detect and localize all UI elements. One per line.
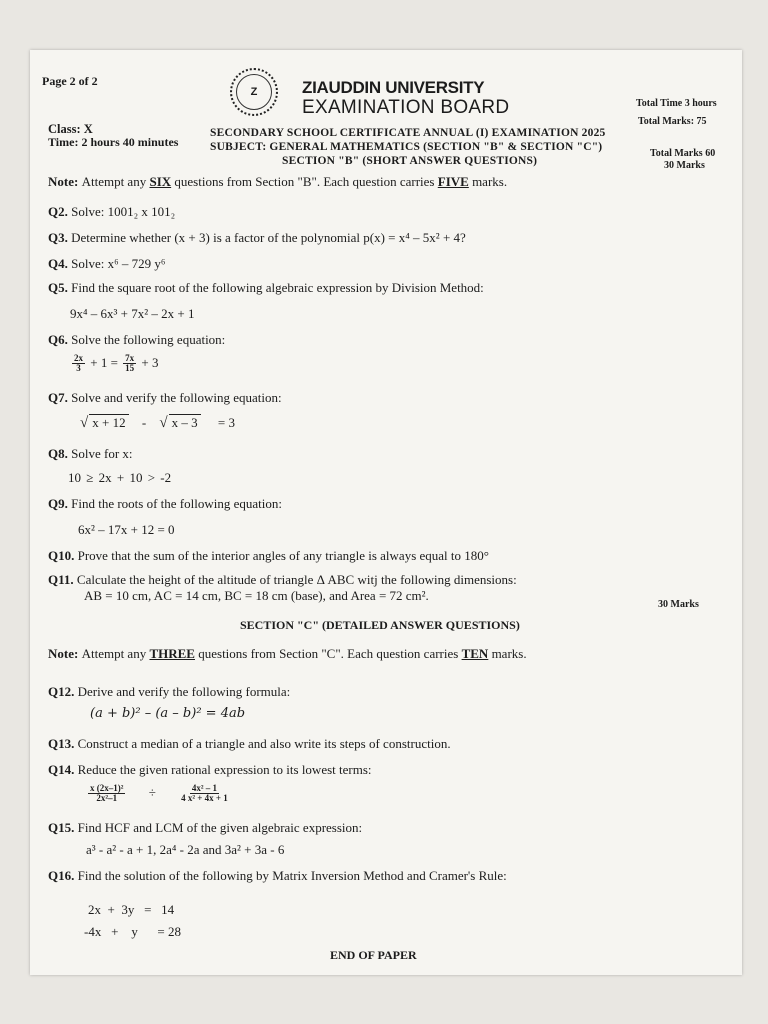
sqrt-icon: √ xyxy=(159,415,168,431)
question-q16: Q16. Find the solution of the following by Matrix Inversion Method and Cramer's Rule: xyxy=(48,868,507,883)
q12-formula: (a + b)² – (a – b)² = 4ab xyxy=(90,706,246,721)
section-c-title: SECTION "C" (DETAILED ANSWER QUESTIONS) xyxy=(240,618,520,632)
q5-expression: 9x⁴ – 6x³ + 7x² – 2x + 1 xyxy=(70,306,195,321)
sqrt-icon: √ xyxy=(80,415,89,431)
question-q2: Q2. Solve: 1001₂ x 101₂ xyxy=(48,204,176,219)
q14-fraction-2: $\frac{\text{4x² – 1}}{\text{4 x² + 4x + 1}}$ xyxy=(181,783,228,804)
time-label: Time: 2 hours 40 minutes xyxy=(48,135,179,149)
section-c-marks: 30 Marks xyxy=(658,599,699,610)
exam-paper xyxy=(30,50,742,975)
section-b-note: Note: Attempt any SIX questions from Section "B". Each question carries FIVE marks. xyxy=(48,174,508,189)
university-logo-icon xyxy=(230,68,278,116)
question-q15: Q15. Find HCF and LCM of the given algebraic expression: xyxy=(48,820,363,835)
question-q14: Q14. Reduce the given rational expression to its lowest terms: xyxy=(48,762,372,777)
university-name: ZIAUDDIN UNIVERSITY xyxy=(302,78,485,97)
class-label: Class: X xyxy=(48,122,93,136)
q11-dimensions: AB = 10 cm, AC = 14 cm, BC = 18 cm (base), and Area = 72 cm². xyxy=(84,588,429,603)
q6-fraction-1: $\frac{2x}{3}$ xyxy=(74,353,83,374)
section-c-note: Note: Attempt any THREE questions from Section "C". Each question carries TEN marks. xyxy=(48,646,527,661)
q14-fraction-1: $\frac{\text{x (2x–1)²}}{\text{2x²–1}}$ xyxy=(90,783,124,804)
question-q7: Q7. Solve and verify the following equation: xyxy=(48,390,282,405)
q9-equation: 6x² – 17x + 12 = 0 xyxy=(78,522,175,537)
question-q12: Q12. Derive and verify the following formula: xyxy=(48,684,291,699)
logo-emblem: Z xyxy=(236,74,272,110)
end-of-paper: END OF PAPER xyxy=(330,948,417,962)
total-time: Total Time 3 hours xyxy=(636,98,717,109)
subject-title: SUBJECT: GENERAL MATHEMATICS (SECTION "B" & SECTION "C") xyxy=(210,141,603,153)
question-q11: Q11. Calculate the height of the altitude of triangle Δ ABC witj the following dimensions: xyxy=(48,572,517,587)
q8-inequality: 10 ≥ 2x + 10 > -2 xyxy=(68,470,172,485)
question-q4: Q4. Solve: x⁶ – 729 y⁶ xyxy=(48,256,166,271)
section-b-marks: 30 Marks xyxy=(664,160,705,171)
q6-fraction-2: $\frac{7x}{15}$ xyxy=(125,353,135,374)
exam-title: SECONDARY SCHOOL CERTIFICATE ANNUAL (I) EXAMINATION 2025 xyxy=(210,127,606,139)
section-total-marks: Total Marks 60 xyxy=(650,148,716,159)
q16-equation-2: -4x + y = 28 xyxy=(84,924,181,939)
total-marks: Total Marks: 75 xyxy=(638,116,707,127)
question-q3: Q3. Determine whether (x + 3) is a factor of the polynomial p(x) = x⁴ – 5x² + 4? xyxy=(48,230,466,245)
q15-expression: a³ - a² - a + 1, 2a⁴ - 2a and 3a² + 3a - 6 xyxy=(86,842,285,857)
question-q8: Q8. Solve for x: xyxy=(48,446,133,461)
question-q9: Q9. Find the roots of the following equation: xyxy=(48,496,282,511)
examination-board: EXAMINATION BOARD xyxy=(302,97,510,118)
q14-expression: $\frac{\text{x (2x–1)²}}{\text{2x²–1}}$ ÷ $\frac{\text{4x² – 1}}{\text{4 x² + 4x + 1}}$ xyxy=(90,783,228,804)
q6-equation: $\frac{2x}{3}$ + 1 = $\frac{7x}{15}$ + 3 xyxy=(74,353,159,374)
page-number: Page 2 of 2 xyxy=(42,74,98,88)
question-q6: Q6. Solve the following equation: xyxy=(48,332,226,347)
q16-equation-1: 2x + 3y = 14 xyxy=(88,902,175,917)
section-b-title: SECTION "B" (SHORT ANSWER QUESTIONS) xyxy=(282,155,538,167)
question-q10: Q10. Prove that the sum of the interior angles of any triangle is always equal to 180° xyxy=(48,548,489,563)
question-q5: Q5. Find the square root of the following algebraic expression by Division Method: xyxy=(48,280,484,295)
q7-equation: √ x + 12 - √ x – 3 = 3 xyxy=(80,415,235,431)
question-q13: Q13. Construct a median of a triangle and also write its steps of construction. xyxy=(48,736,451,751)
